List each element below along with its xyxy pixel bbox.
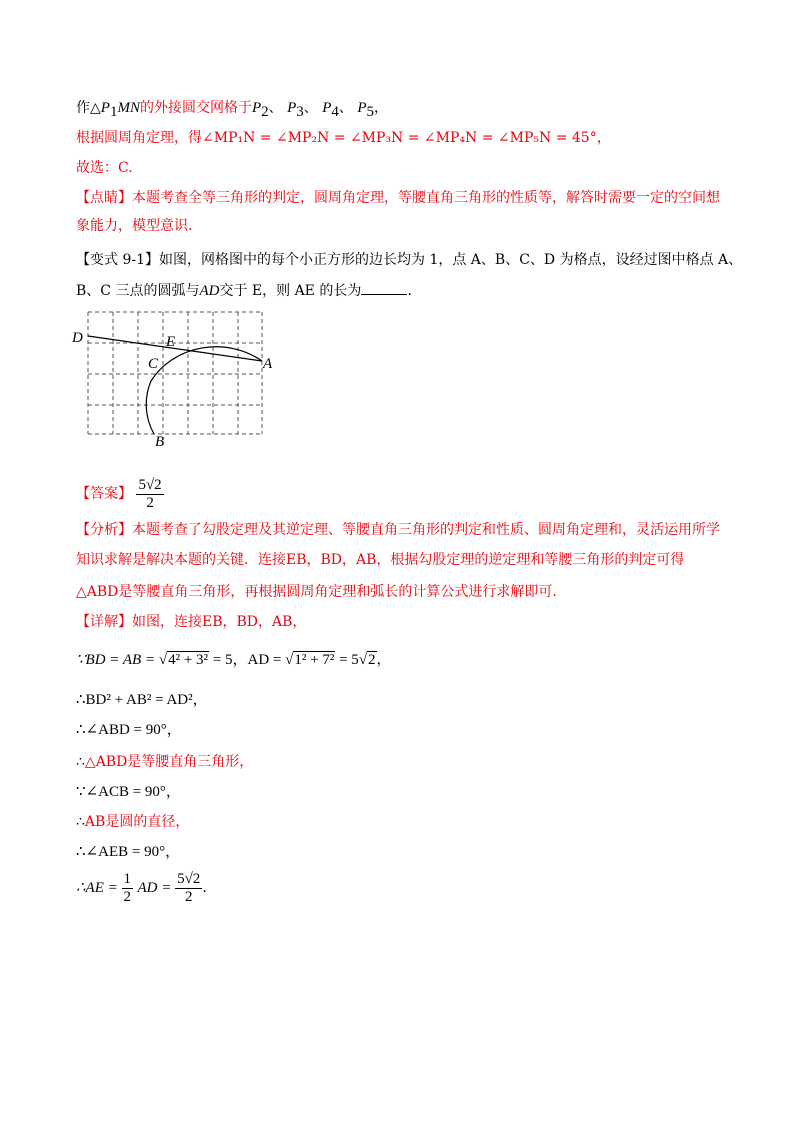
math-sub: 3 bbox=[296, 103, 304, 120]
text: 交于 E，则 AE 的长为 bbox=[219, 283, 362, 299]
analysis-line-3: △ABD是等腰直角三角形，再根据圆周角定理和弧长的计算公式进行求解即可. bbox=[76, 584, 557, 600]
text: 的外接圆交网格于 bbox=[139, 100, 252, 116]
math: P bbox=[251, 100, 262, 116]
math: ∵BD = AB = bbox=[76, 652, 159, 668]
answer-fraction bbox=[136, 477, 163, 512]
text: AB是圆的直径， bbox=[84, 814, 190, 830]
fraction-numerator: 5√2 bbox=[138, 476, 162, 493]
answer-label: 【答案】 bbox=[76, 486, 132, 502]
comment-line-2: 象能力，模型意识. bbox=[76, 218, 193, 234]
text: . bbox=[407, 283, 412, 299]
text: 、 bbox=[268, 100, 283, 116]
grid-figure bbox=[70, 306, 280, 450]
grid-lines bbox=[88, 312, 262, 434]
detail-line-5 bbox=[76, 752, 253, 772]
solution-line-1 bbox=[76, 98, 388, 118]
label-d: D bbox=[72, 330, 83, 346]
math: P bbox=[287, 100, 297, 116]
text: ， bbox=[376, 652, 391, 668]
text: ∴ bbox=[76, 754, 85, 770]
detail-line-4: ∴∠ABD = 90°， bbox=[76, 722, 182, 738]
detail-line-2: ∵BD = AB = √4² + 3² = 5，AD = √1² + 7² = 5√2， bbox=[76, 652, 391, 668]
math: ∴AE = bbox=[76, 880, 122, 896]
math-sub: 4 bbox=[331, 103, 339, 120]
fraction-numerator: 5√2 bbox=[177, 870, 201, 887]
detail-line-3: ∴BD² + AB² = AD²， bbox=[76, 692, 208, 708]
text: 、 bbox=[338, 100, 353, 116]
comment-line-1: 【点睛】本题考查全等三角形的判定，圆周角定理，等腰直角三角形的性质等，解答时需要一定的空间想 bbox=[76, 190, 720, 206]
answer-blank bbox=[361, 280, 407, 295]
problem-line-1: 【变式 9-1】如图，网格图中的每个小正方形的边长均为 1，点 A、B、C、D 为格点，设经过图中格点 A、 bbox=[76, 252, 743, 268]
math: P bbox=[322, 100, 332, 116]
detail-line-8: ∴∠AEB = 90°， bbox=[76, 844, 181, 860]
text: ∴ bbox=[76, 814, 85, 830]
analysis-line-2: 知识求解是解决本题的关键．连接EB，BD，AB，根据勾股定理的逆定理和等腰三角形的判定可得 bbox=[76, 552, 685, 568]
math-sub: 5 bbox=[366, 103, 374, 120]
math: MN bbox=[117, 100, 140, 116]
label-e: E bbox=[166, 334, 176, 350]
fraction-denominator: 2 bbox=[184, 888, 193, 905]
fraction-numerator: 1 bbox=[123, 870, 131, 887]
solution-line-2: 根据圆周角定理，得∠MP₁N = ∠MP₂N = ∠MP₃N = ∠MP₄N = ∠MP₅N = 45°， bbox=[76, 130, 611, 146]
label-b: B bbox=[155, 434, 165, 450]
answer-line bbox=[76, 474, 164, 514]
solution-line-3: 故选：C. bbox=[76, 160, 133, 176]
fraction-denominator: 2 bbox=[146, 494, 154, 511]
radicand: 2 bbox=[368, 652, 376, 668]
detail-line-6: ∵∠ACB = 90°， bbox=[76, 784, 181, 800]
text: 作△ bbox=[76, 100, 101, 116]
text: B、C 三点的圆弧与 bbox=[76, 283, 200, 299]
radicand: 4² + 3² bbox=[168, 652, 209, 668]
label-a: A bbox=[263, 356, 273, 372]
detail-line-9 bbox=[76, 868, 207, 908]
math: = 5，AD = bbox=[209, 652, 286, 668]
text: △ABD是等腰直角三角形， bbox=[84, 754, 254, 770]
text: . bbox=[202, 880, 207, 896]
text: 、 bbox=[303, 100, 318, 116]
math-sub: 2 bbox=[261, 103, 269, 120]
fraction-denominator: 2 bbox=[123, 888, 131, 905]
fraction-result bbox=[175, 871, 202, 906]
math: = 5 bbox=[335, 652, 359, 668]
math: AD = bbox=[137, 880, 176, 896]
analysis-line-1: 【分析】本题考查了勾股定理及其逆定理、等腰直角三角形的判定和性质、圆周角定理和，灵活运用所学 bbox=[76, 522, 720, 538]
math: AD bbox=[199, 283, 220, 299]
math-sub: 1 bbox=[109, 103, 118, 120]
problem-line-2 bbox=[76, 280, 412, 301]
math: P bbox=[100, 100, 110, 116]
text: ， bbox=[374, 100, 388, 116]
math: P bbox=[357, 100, 367, 116]
detail-line-7 bbox=[76, 812, 189, 832]
detail-line-1: 【详解】如图，连接EB，BD，AB， bbox=[76, 614, 307, 630]
fraction-half bbox=[122, 871, 134, 906]
radicand: 1² + 7² bbox=[294, 652, 335, 668]
arc-abc bbox=[146, 347, 262, 434]
label-c: C bbox=[148, 356, 159, 372]
